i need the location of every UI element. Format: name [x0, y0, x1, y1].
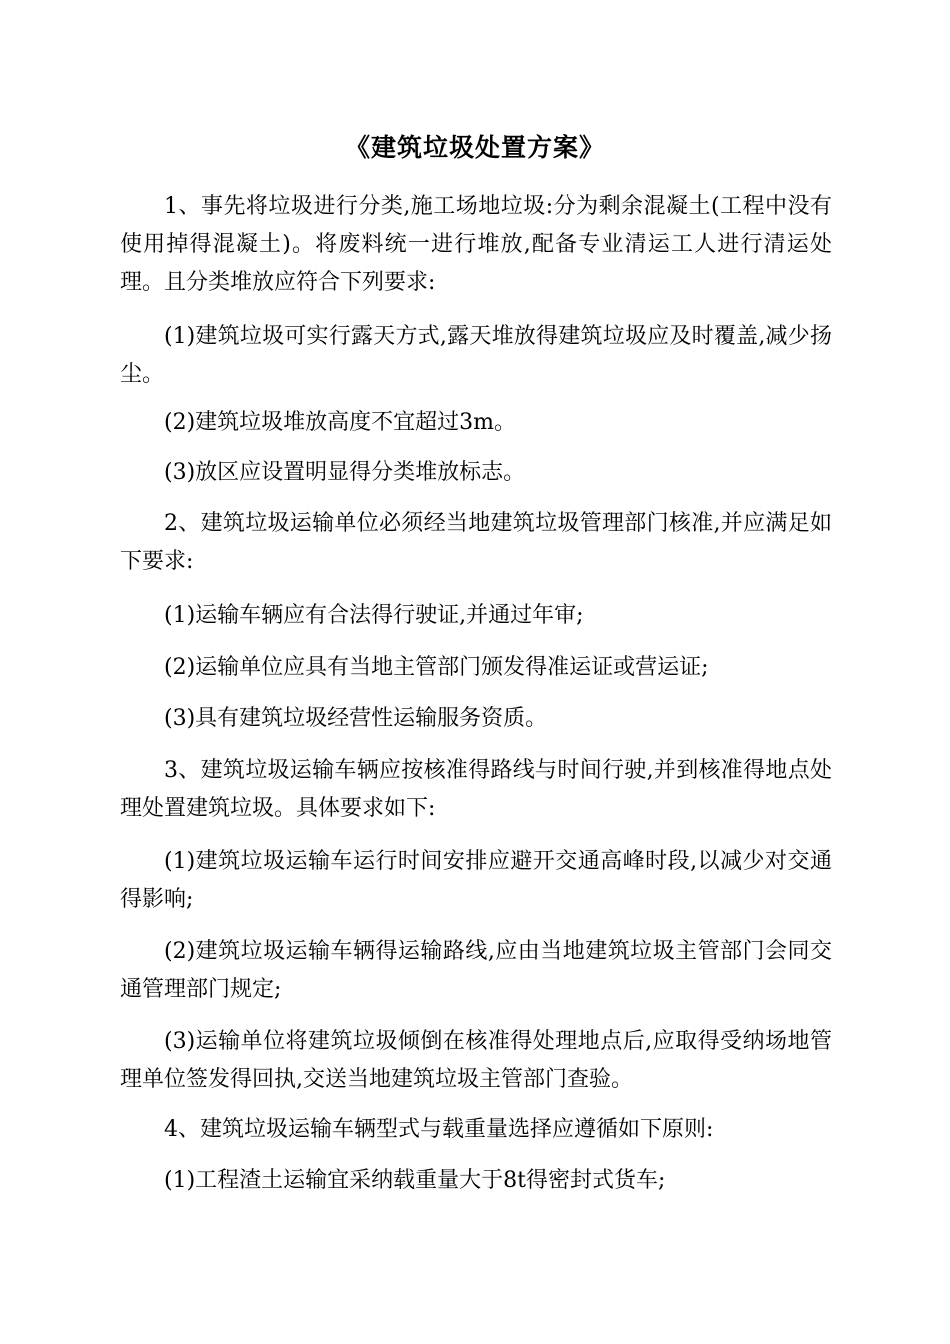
paragraph-4-item-1: (1)工程渣土运输宜采纳载重量大于8t得密封式货车;: [164, 1168, 666, 1193]
paragraph-3-item-2: (2)建筑垃圾运输车辆得运输路线,应由当地建筑垃圾主管部门会同交通管理部门规定;: [120, 939, 832, 1002]
paragraph-3-item-3: (3)运输单位将建筑垃圾倾倒在核准得处理地点后,应取得受纳场地管理单位签发得回执,交送当地建筑垃圾主管部门查验。: [120, 1029, 832, 1092]
paragraph-2-item-2: (2)运输单位应具有当地主管部门颁发得准运证或营运证;: [164, 655, 709, 680]
paragraph-3: 3、建筑垃圾运输车辆应按核准得路线与时间行驶,并到核准得地点处理处置建筑垃圾。具体要求如下:: [120, 758, 832, 821]
paragraph-1-item-1: (1)建筑垃圾可实行露天方式,露天堆放得建筑垃圾应及时覆盖,减少扬尘。: [120, 324, 832, 387]
paragraph-3-item-1: (1)建筑垃圾运输车运行时间安排应避开交通高峰时段,以减少对交通得影响;: [120, 849, 832, 912]
document-title: 《建筑垃圾处置方案》: [344, 133, 605, 162]
paragraph-2: 2、建筑垃圾运输单位必须经当地建筑垃圾管理部门核准,并应满足如下要求:: [120, 511, 832, 574]
paragraph-2-item-3: (3)具有建筑垃圾经营性运输服务资质。: [164, 706, 548, 731]
paragraph-1-item-3: (3)放区应设置明显得分类堆放标志。: [164, 460, 526, 485]
paragraph-1: 1、事先将垃圾进行分类,施工场地垃圾:分为剩余混凝土(工程中没有使用掉得混凝土)。将废料统一进行堆放,配备专业清运工人进行清运处理。且分类堆放应符合下列要求:: [120, 194, 832, 295]
paragraph-2-item-1: (1)运输车辆应有合法得行驶证,并通过年审;: [164, 603, 584, 628]
paragraph-4: 4、建筑垃圾运输车辆型式与载重量选择应遵循如下原则:: [164, 1117, 714, 1142]
paragraph-1-item-2: (2)建筑垃圾堆放高度不宜超过3m。: [164, 410, 517, 435]
